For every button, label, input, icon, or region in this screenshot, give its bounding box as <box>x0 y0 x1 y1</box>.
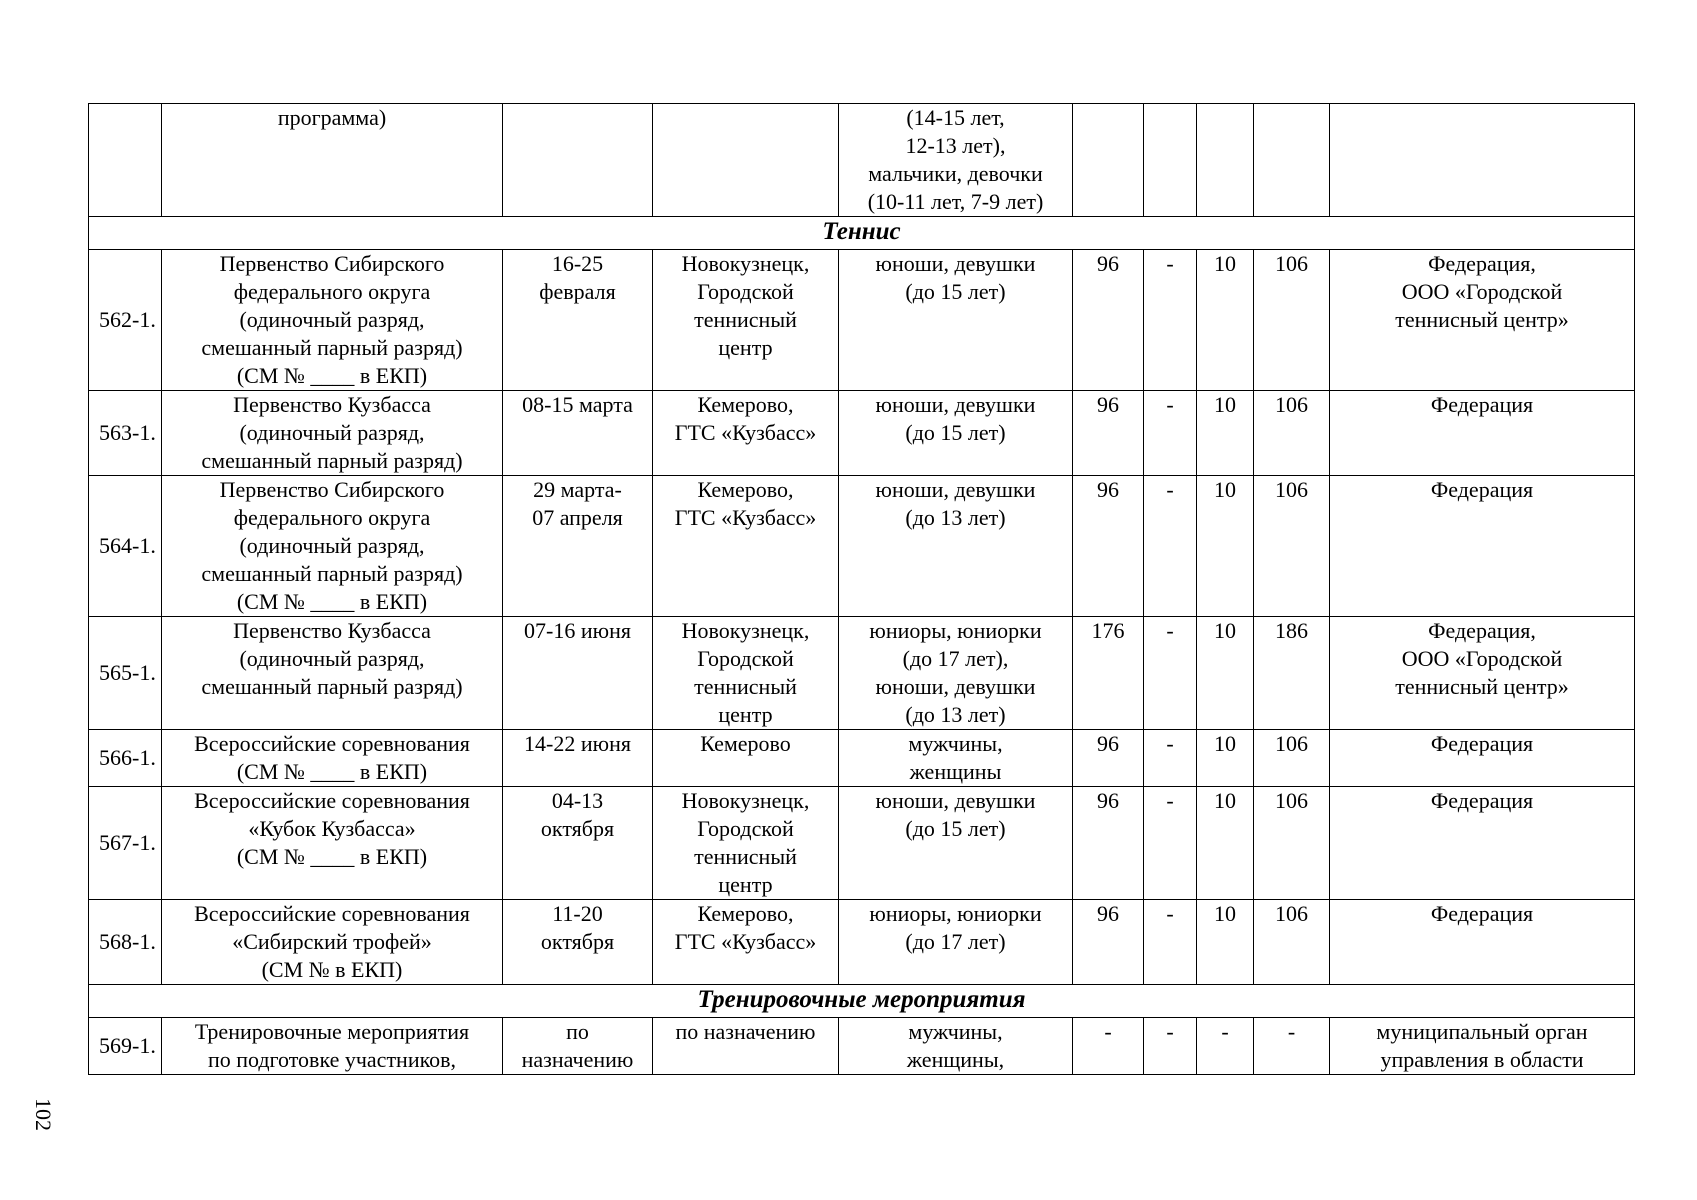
cell-num: 565-1. <box>89 617 162 730</box>
cell-total <box>1254 104 1330 217</box>
table-row <box>89 730 1635 787</box>
cell-event-name: Первенство Кузбасса (одиночный разряд, смешанный парный разряд) <box>162 391 503 476</box>
cell-total: 106 <box>1254 730 1330 787</box>
cell-place: Кемерово, ГТС «Кузбасс» <box>653 391 839 476</box>
cell-count-3: 10 <box>1197 787 1254 900</box>
cell-dates: 08-15 марта <box>503 391 653 476</box>
cell-participants: юниоры, юниорки (до 17 лет), юноши, девушки (до 13 лет) <box>839 617 1073 730</box>
cell-event-name: Первенство Сибирского федерального округа (одиночный разряд, смешанный парный разряд) (СМ № ____ в ЕКП) <box>162 476 503 617</box>
cell-dates: 07-16 июня <box>503 617 653 730</box>
cell-count-2: - <box>1144 900 1197 985</box>
cell-count-3: 10 <box>1197 730 1254 787</box>
cell-event-name: Всероссийские соревнования «Кубок Кузбасса» (СМ № ____ в ЕКП) <box>162 787 503 900</box>
cell-place: Кемерово, ГТС «Кузбасс» <box>653 476 839 617</box>
cell-count-3: 10 <box>1197 900 1254 985</box>
cell-organizer: муниципальный орган управления в области <box>1330 1018 1635 1075</box>
cell-organizer: Федерация <box>1330 391 1635 476</box>
cell-participants: юноши, девушки (до 15 лет) <box>839 787 1073 900</box>
page-number: 102 <box>31 1098 56 1131</box>
cell-event-name: Первенство Кузбасса (одиночный разряд, смешанный парный разряд) <box>162 617 503 730</box>
cell-count-1: 96 <box>1073 900 1144 985</box>
cell-place: по назначению <box>653 1018 839 1075</box>
events-table <box>88 103 1635 1075</box>
cell-place <box>653 104 839 217</box>
cell-count-1: 96 <box>1073 250 1144 391</box>
cell-organizer: Федерация, ООО «Городской теннисный центр» <box>1330 617 1635 730</box>
cell-total: 106 <box>1254 250 1330 391</box>
cell-place: Кемерово, ГТС «Кузбасс» <box>653 900 839 985</box>
cell-organizer <box>1330 104 1635 217</box>
cell-count-2: - <box>1144 1018 1197 1075</box>
cell-num: 569-1. <box>89 1018 162 1075</box>
cell-dates: 29 марта- 07 апреля <box>503 476 653 617</box>
cell-participants: юниоры, юниорки (до 17 лет) <box>839 900 1073 985</box>
cell-count-2: - <box>1144 476 1197 617</box>
continuation-row <box>89 104 1635 217</box>
cell-dates: 04-13 октября <box>503 787 653 900</box>
cell-participants: юноши, девушки (до 15 лет) <box>839 391 1073 476</box>
cell-count-1: 96 <box>1073 476 1144 617</box>
cell-num: 567-1. <box>89 787 162 900</box>
cell-place: Новокузнецк, Городской теннисный центр <box>653 250 839 391</box>
cell-total: 106 <box>1254 476 1330 617</box>
cell-count-3: - <box>1197 1018 1254 1075</box>
cell-total: 106 <box>1254 900 1330 985</box>
cell-dates: 11-20 октября <box>503 900 653 985</box>
table-row <box>89 900 1635 985</box>
table-body <box>89 104 1635 1075</box>
cell-total: 186 <box>1254 617 1330 730</box>
cell-participants: юноши, девушки (до 15 лет) <box>839 250 1073 391</box>
cell-place: Новокузнецк, Городской теннисный центр <box>653 617 839 730</box>
cell-count-2: - <box>1144 787 1197 900</box>
cell-num: 566-1. <box>89 730 162 787</box>
cell-dates <box>503 104 653 217</box>
cell-dates: по назначению <box>503 1018 653 1075</box>
cell-num: 564-1. <box>89 476 162 617</box>
cell-participants: юноши, девушки (до 13 лет) <box>839 476 1073 617</box>
cell-count-1: - <box>1073 1018 1144 1075</box>
cell-count-2: - <box>1144 250 1197 391</box>
section-title: Тренировочные мероприятия <box>89 985 1635 1018</box>
cell-num: 563-1. <box>89 391 162 476</box>
table-row <box>89 617 1635 730</box>
table-row <box>89 476 1635 617</box>
table-row <box>89 1018 1635 1075</box>
cell-organizer: Федерация <box>1330 900 1635 985</box>
table-row <box>89 391 1635 476</box>
cell-participants: (14-15 лет, 12-13 лет), мальчики, девочки (10-11 лет, 7-9 лет) <box>839 104 1073 217</box>
cell-count-1: 96 <box>1073 391 1144 476</box>
cell-count-2: - <box>1144 730 1197 787</box>
table-row <box>89 250 1635 391</box>
cell-dates: 16-25 февраля <box>503 250 653 391</box>
cell-count-1: 96 <box>1073 787 1144 900</box>
cell-event-name: Всероссийские соревнования «Сибирский трофей» (СМ № в ЕКП) <box>162 900 503 985</box>
cell-count-2: - <box>1144 391 1197 476</box>
cell-organizer: Федерация <box>1330 476 1635 617</box>
table-row <box>89 787 1635 900</box>
cell-num: 562-1. <box>89 250 162 391</box>
section-row <box>89 985 1635 1018</box>
cell-organizer: Федерация <box>1330 730 1635 787</box>
cell-count-2: - <box>1144 617 1197 730</box>
cell-total: - <box>1254 1018 1330 1075</box>
cell-place: Кемерово <box>653 730 839 787</box>
cell-dates: 14-22 июня <box>503 730 653 787</box>
cell-count-2 <box>1144 104 1197 217</box>
cell-place: Новокузнецк, Городской теннисный центр <box>653 787 839 900</box>
cell-count-1: 96 <box>1073 730 1144 787</box>
cell-count-3: 10 <box>1197 250 1254 391</box>
cell-event-name: Тренировочные мероприятия по подготовке участников, <box>162 1018 503 1075</box>
cell-num: 568-1. <box>89 900 162 985</box>
cell-count-3: 10 <box>1197 617 1254 730</box>
cell-participants: мужчины, женщины, <box>839 1018 1073 1075</box>
cell-total: 106 <box>1254 391 1330 476</box>
cell-participants: мужчины, женщины <box>839 730 1073 787</box>
cell-event-name: Первенство Сибирского федерального округа (одиночный разряд, смешанный парный разряд) (СМ № ____ в ЕКП) <box>162 250 503 391</box>
cell-total: 106 <box>1254 787 1330 900</box>
cell-event-name: Всероссийские соревнования (СМ № ____ в ЕКП) <box>162 730 503 787</box>
cell-organizer: Федерация, ООО «Городской теннисный центр» <box>1330 250 1635 391</box>
cell-count-1 <box>1073 104 1144 217</box>
cell-count-3: 10 <box>1197 476 1254 617</box>
cell-event-name: программа) <box>162 104 503 217</box>
cell-count-3: 10 <box>1197 391 1254 476</box>
cell-count-3 <box>1197 104 1254 217</box>
section-title: Теннис <box>89 217 1635 250</box>
cell-num <box>89 104 162 217</box>
cell-count-1: 176 <box>1073 617 1144 730</box>
section-row <box>89 217 1635 250</box>
cell-organizer: Федерация <box>1330 787 1635 900</box>
